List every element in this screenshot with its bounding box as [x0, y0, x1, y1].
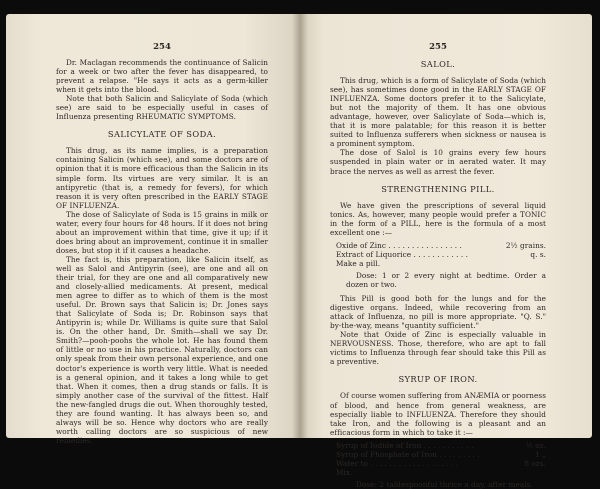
right-page-text [330, 54, 546, 489]
recipe-amount: 8 ozs. [524, 458, 546, 468]
paragraph: The dose of Salicylate of Soda is 15 grains in milk or water, every four hours for 48 hours. If it does not bring about an improvement within that time, give it up; if it does bring about an improvement, continue it in smaller doses, but stop it if it causes a headache. [56, 209, 268, 255]
paragraph: This drug, which is a form of Salicylate of Soda (which see), has sometimes done good in the EARLY STAGE OF INFLUENZA. Some doctors prefer it to the Salicylate, but not the majority of them. It has one obvious advantage, however, over Salicylate of Soda—which is, that it is more palatable; for this reason it is better suited to Influenza sufferers when sickness or nausea is a prominent symptom. [330, 76, 546, 149]
book-spread [6, 14, 592, 489]
pill-recipe [336, 241, 546, 268]
dose-direction: Dose: 1 or 2 every night at bedtime. Order a dozen or two. [346, 270, 546, 289]
section-heading-strengthening-pill: STRENGTHENING PILL. [381, 183, 495, 194]
section-heading-salol: SALOL. [420, 59, 456, 69]
book-gutter [292, 14, 308, 438]
recipe-amount: 1 „ [535, 449, 546, 459]
section-heading-salicylate: SALICYLATE OF SODA. [107, 129, 217, 140]
recipe-ingredient: Water to . . . . . . . . . . . . . . . . . . . [336, 458, 459, 468]
recipe-amount: q. s. [530, 249, 546, 259]
page-number-right: 255 [429, 42, 447, 52]
left-page-text [56, 58, 268, 445]
recipe-amount: ½ oz. [525, 440, 546, 450]
paragraph: Note that Oxide of Zinc is especially valuable in NERVOUSNESS. Those, therefore, who are apt to fall victims to Influenza through fear should take this Pill as a preventive. [330, 330, 546, 367]
paragraph: Dr. Maclagan recommends the continuance of Salicin for a week or two after the fever has disappeared, to prevent a relapse. "He says it acts as a germ-killer when it gets into the blood. [56, 58, 268, 95]
left-page [6, 14, 302, 445]
right-page [300, 14, 592, 489]
section-heading-syrup-of-iron: SYRUP OF IRON. [398, 374, 478, 385]
recipe-ingredient: Make a pill. [336, 258, 381, 268]
paragraph: This Pill is good both for the lungs and for the digestive organs. Indeed, while recovering from an attack of Influenza, no pill is more appropriate. "Q. S." by-the-way, means "quantity sufficient." [330, 294, 546, 331]
recipe-ingredient: Syrup of Iodide of Iron . . . . . . . . . . . [336, 440, 474, 450]
recipe-line [336, 450, 546, 459]
paragraph: The dose of Salol is 10 grains every few hours suspended in plain water or in aerated water. It may brace the nerves as well as arrest the fever. [330, 148, 546, 176]
recipe-line [336, 441, 546, 450]
paragraph: Of course women suffering from ANÆMIA or poorness of blood, and hence from general weakness, are especially liable to INFLUENZA. Therefore they should take Iron, and the following is a pleasant and an efficacious form in which to take it :— [330, 391, 546, 437]
recipe-line [336, 259, 546, 268]
syrup-recipe [336, 441, 546, 477]
recipe-ingredient: Syrup of Phosphate of Iron . . . . . . . . . [336, 449, 480, 459]
recipe-ingredient: Extract of Liquorice . . . . . . . . . . . . [336, 249, 469, 259]
recipe-line [336, 459, 546, 468]
recipe-ingredient: Oxide of Zinc . . . . . . . . . . . . . . . . [336, 240, 462, 250]
paragraph: We have given the prescriptions of several liquid tonics. As, however, many people would prefer a TONIC in the form of a PILL, here is the formula of a most excellent one :— [330, 200, 546, 237]
dose-direction: Dose: 2 tablespoonful thrice a day, after meals. [356, 479, 533, 489]
paragraph: The fact is, this preparation, like Salicin itself, as well as Salol and Antipyrin (see), are one and all on their trial, for they are one and all comparatively new and closely-allied medicaments. At present, medical men agree to differ as to which of them is the most useful. Dr. Brown says that Salicin is; Dr. Jones says that Salicylate of Soda is; Dr. Robinson says that Antipyrin is; while Dr. Williams is quite sure that Salol is. On the other hand, Dr. Smith—shall we say Dr. Smith?—pooh-poohs the whole lot. He has found them of little or no use in his practice. Naturally, doctors can only speak from their own personal experience, and one doctor's experience is worth very little. What is needed is a general opinion, and it takes a long while to get that. When it comes, then a drug stands or falls. It is simply another case of the survival of the fittest. Half the new-fangled drugs die out. When thoroughly tested, they are found wanting. It has always been so, and always will be so. Hence why doctors who are really worth calling doctors are so suspicious of new remedies. [56, 254, 268, 445]
recipe-line [336, 241, 546, 250]
recipe-ingredient: Mix. [336, 467, 353, 477]
paragraph: Note that both Salicin and Salicylate of Soda (which see) are said to be especially useful in cases of Influenza presenting RHEUMATIC SYMPTOMS. [56, 94, 268, 122]
recipe-amount: 2½ grains. [505, 240, 546, 250]
recipe-line [336, 250, 546, 259]
recipe-line [336, 468, 546, 477]
paragraph: This drug, as its name implies, is a preparation containing Salicin (which see), and some doctors are of opinion that it is more efficacious than the Salicin in its simple form. Its virtues are very similar. It is an antipyretic (that is, a remedy for fevers), for which reason it is very often prescribed in the EARLY STAGE OF INFLUENZA. [56, 146, 268, 210]
page-number-left: 254 [153, 42, 171, 52]
